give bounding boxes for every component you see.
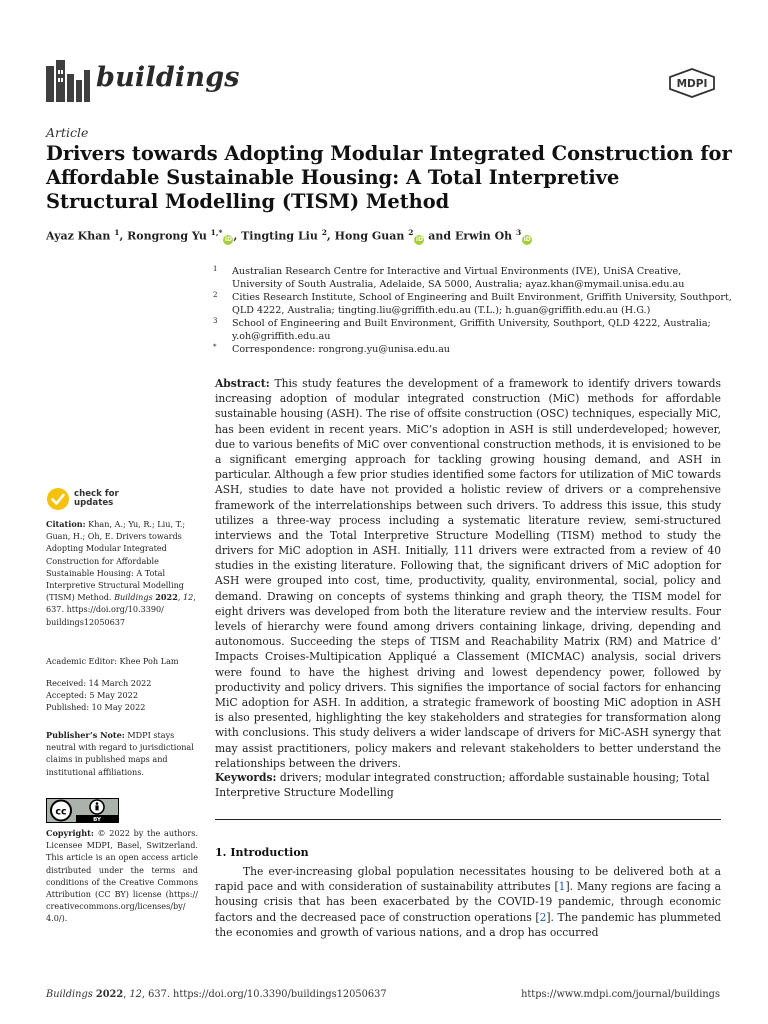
journal-name: buildings <box>96 62 240 93</box>
check-for-updates-line1: check for <box>74 489 119 499</box>
section-divider <box>215 819 721 820</box>
footer-year: 2022 <box>95 989 124 1000</box>
affiliation-item <box>213 317 733 343</box>
affiliation-number: 3 <box>213 317 218 325</box>
copyright-block <box>46 827 198 925</box>
copyright-text: © 2022 by the authors. Licensee MDPI, Basel, Switzerland. This article is an open access article distributed under the terms and conditions of the Creative Commons Attribution (CC BY) license (https:// creativecommons.org/licenses/by/ 4.0/). <box>46 828 198 924</box>
citation-block: Citation: Khan, A.; Yu, R.; Liu, T.; Guan, H.; Oh, E. Drivers towards Adopting Modular Integrated Construction for Affordable Sustainable Housing: A Total Interpretive Structural Modelling (TISM) Method. Buildings 2022, 12, 637. https://doi.org/10.3390/ buildings12050637 <box>46 519 196 627</box>
orcid-icon[interactable]: iD <box>224 235 232 243</box>
affiliation-number: 1 <box>213 265 218 273</box>
affiliation-item <box>213 291 733 317</box>
keywords-label: Keywords: <box>215 771 277 784</box>
citation-doi[interactable]: , 637. https://doi.org/10.3390/ buildings12050637 <box>46 592 196 627</box>
citation-text: Khan, A.; Yu, R.; Liu, T.; Guan, H.; Oh, E. Drivers towards Adopting Modular Integrated Construction for Affordable Sustainable Housing: A Total Interpretive Structural Modelling (TISM) Method. <box>46 519 186 603</box>
copyright-label: Copyright: <box>46 828 94 838</box>
abstract-text: This study features the development of a framework to identify drivers towards increasing adoption of modular integrated construction (MiC) methods for affordable sustainable housing (ASH). The rise of offsite construction (OSC) techniques, especially MiC, has been evident in recent years. MiC’s adoption in ASH is still underdeveloped; however, due to various benefits of MiC over conventional construction methods, it is envisioned to be a significant emerging approach for tackling growing housing demand, and ASH in particular. Although a few prior studies identified some factors for utilization of MiC towards ASH, studies to date have not provided a holistic review of drivers or a comprehensive framework of the interrelationships between such drivers. To address this issue, this study utilizes a three-way process including a systematic literature review, semi-structured interviews and the Total Interpretive Structure Modelling (TISM) method to study the drivers for MiC adoption in ASH. Initially, 111 drivers were extracted from a review of 40 studies in the existing literature. Following that, the significant drivers of MiC adoption for ASH were grouped into cost, time, productivity, quality, environmental, social, policy and demand. Drawing on concepts of systems thinking and graph theory, the TISM model for eight drivers was developed from both the literature review and the interview results. Four levels of hierarchy were found among drivers containing linkage, driving, depending and autonomous. Succeeding the steps of TISM and Reachability Matrix (RM) and Matrice d’ Impacts Croises-Multipication Appliqué a Classement (MICMAC) analysis, social drivers were found to have the highest driving and lowest dependency power, followed by productivity and policy drivers. This signifies the importance of social factors for enhancing MiC adoption for ASH. In addition, a strategic framework of boosting MiC adoption in ASH is also presented, highlighting the key stakeholders and strategies for transformation along with conclusions. This study delivers a wider landscape of drivers for MiC-ASH synergy that may assist practitioners, policy makers and relevant stakeholders to better understand the relationships between the drivers. <box>215 377 721 770</box>
section-title: 1. Introduction <box>215 846 309 859</box>
svg-text:cc: cc <box>55 806 67 818</box>
abstract-label: Abstract: <box>215 377 270 390</box>
publication-dates <box>46 677 198 714</box>
intro-text: ]. The pandemic has plummeted the economies and growth of various nations, and a drop has occurred <box>215 910 722 939</box>
citation-journal: Buildings <box>114 592 153 603</box>
journal-logo-icon <box>46 60 90 102</box>
affiliation-list <box>213 265 733 356</box>
reference-link[interactable]: 1 <box>558 880 566 894</box>
article-title: Drivers towards Adopting Modular Integrated Construction for Affordable Sustainable Housing: A Total Interpretive Structural Modelling (TISM) Method <box>46 142 732 213</box>
footer-citation: Buildings 2022, 12, 637. https://doi.org/10.3390/buildings12050637 <box>46 989 387 1000</box>
affiliation-number: * <box>213 343 217 351</box>
reference-link[interactable]: 2 <box>539 910 547 924</box>
buildings-logo-mark-icon <box>46 60 90 102</box>
received-date: Received: 14 March 2022 <box>46 678 152 688</box>
article-type: Article <box>46 125 89 140</box>
check-for-updates-icon <box>46 487 70 511</box>
author-name: Hong Guan <box>334 229 405 243</box>
intro-text: ]. Many regions are facing a housing crisis that has been exacerbated by the COVID-19 pandemic, through economic factors and the decreased pace of construction operations [ <box>215 880 721 924</box>
keywords-text: drivers; modular integrated construction; affordable sustainable housing; Total Interpretive Structure Modelling <box>215 771 710 800</box>
intro-text: The ever-increasing global population necessitates housing to be delivered both at a rapid pace and with consideration of sustainability attributes [ <box>215 865 721 894</box>
affiliation-item <box>213 265 733 291</box>
footer-journal: Buildings <box>46 989 93 1000</box>
cc-by-license-icon[interactable] <box>46 798 119 823</box>
publisher-note <box>46 729 198 778</box>
footer-journal-url[interactable]: https://www.mdpi.com/journal/buildings <box>521 989 720 1000</box>
keywords <box>215 770 721 800</box>
footer-doi[interactable]: , 637. https://doi.org/10.3390/buildings12050637 <box>141 989 387 1000</box>
published-date: Published: 10 May 2022 <box>46 702 146 713</box>
publisher-note-label: Publisher’s Note: <box>46 730 125 740</box>
academic-editor <box>46 655 198 667</box>
cc-by-label: BY <box>93 817 101 823</box>
author-list: Ayaz Khan $^1$, Rongrong Yu $^{1,*}$iD, Tingting Liu $^2$, Hong Guan $^2$iD and Erwin Oh $^3$iD <box>46 228 531 243</box>
affiliation-text: School of Engineering and Built Environment, Griffith University, Southport, QLD 4222, Australia; y.oh@griffith.edu.au <box>232 318 711 342</box>
affiliation-text: Correspondence: rongrong.yu@unisa.edu.au <box>232 344 450 355</box>
orcid-icon[interactable]: iD <box>415 235 423 243</box>
author-joiner: and <box>428 229 452 243</box>
footer-volume: 12 <box>129 989 142 1000</box>
author-affiliation-marker: 2 <box>321 228 327 237</box>
affiliation-item <box>213 343 733 356</box>
citation-year: 2022 <box>155 592 178 603</box>
academic-editor-text: Academic Editor: Khee Poh Lam <box>46 656 179 666</box>
citation-volume: 12 <box>182 592 194 603</box>
affiliation-text: Cities Research Institute, School of Engineering and Built Environment, Griffith University, Southport, QLD 4222, Australia; tingting.liu@griffith.edu.au (T.L.); h.guan@griffith.edu.au (H.G.) <box>232 292 732 316</box>
mdpi-logo-icon[interactable] <box>667 68 717 98</box>
author-affiliation-marker: 1 <box>114 228 120 237</box>
author-name: Ayaz Khan <box>46 229 111 243</box>
author-name: Erwin Oh <box>454 229 513 243</box>
publisher-note-text: MDPI stays neutral with regard to jurisdictional claims in published maps and institutional affiliations. <box>46 730 194 777</box>
check-for-updates-badge[interactable] <box>46 487 119 511</box>
orcid-icon[interactable]: iD <box>523 235 531 243</box>
accepted-date: Accepted: 5 May 2022 <box>46 690 138 701</box>
author-affiliation-marker: 3 <box>516 228 522 237</box>
citation-label: Citation: <box>46 519 86 529</box>
author-name: Tingting Liu <box>241 229 318 243</box>
affiliation-number: 2 <box>213 291 218 299</box>
author-name: Rongrong Yu <box>127 229 207 243</box>
check-for-updates-line2: updates <box>74 498 114 508</box>
abstract <box>215 376 721 771</box>
mdpi-logo-text: MDPI <box>676 78 708 90</box>
intro-paragraph <box>215 864 721 940</box>
author-affiliation-marker: 2 <box>408 228 414 237</box>
affiliation-text: Australian Research Centre for Interactive and Virtual Environments (IVE), UniSA Creative, University of South Australia, Adelaide, SA 5000, Australia; ayaz.khan@mymail.unisa.edu.au <box>232 266 685 290</box>
author-affiliation-marker: 1,* <box>210 228 223 237</box>
